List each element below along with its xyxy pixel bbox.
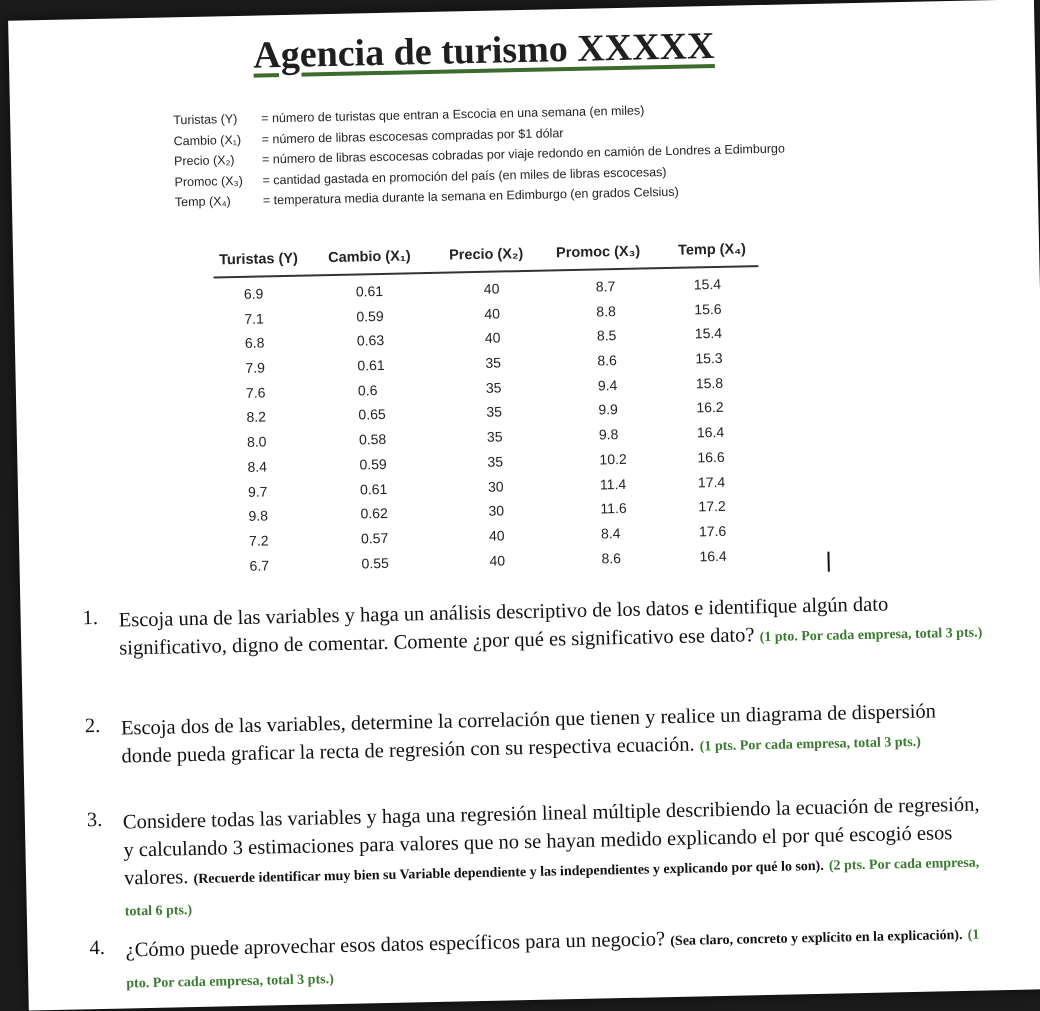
cell-promoc: 8.7	[595, 278, 616, 295]
definition-text: = temperatura media durante la semana en Edimburgo (en grados Celsius)	[262, 184, 679, 208]
table-header	[213, 231, 759, 278]
cell-turistas: 6.7	[249, 556, 270, 574]
cell-cambio: 0.61	[357, 356, 385, 374]
cell-turistas: 7.1	[244, 310, 265, 327]
question-number: 1.	[82, 606, 99, 630]
header-turistas: Turistas (Y)	[219, 250, 299, 269]
cell-cambio: 0.65	[358, 406, 386, 423]
cell-turistas: 7.6	[245, 384, 266, 401]
cell-precio: 30	[487, 477, 504, 495]
cell-cambio: 0.59	[359, 455, 387, 473]
cell-temp: 16.4	[696, 423, 725, 441]
cell-cambio: 0.58	[358, 431, 387, 448]
cell-promoc: 8.5	[596, 327, 617, 344]
cell-turistas: 8.4	[247, 458, 268, 475]
text-cursor	[827, 552, 829, 572]
cell-temp: 15.6	[694, 300, 722, 318]
cell-temp: 16.4	[699, 547, 727, 564]
cell-precio: 35	[487, 453, 504, 470]
question-points: (1 pto. Por cada empresa, total 3 pts.)	[759, 625, 983, 646]
cell-turistas: 7.2	[248, 532, 269, 549]
question-points: (1 pto. Por cada empresa, total 3 pts.)	[126, 927, 980, 992]
definition-text: = número de libras escocesas compradas por $1 dólar	[261, 125, 564, 146]
cell-temp: 17.2	[698, 498, 726, 515]
cell-turistas: 9.7	[247, 482, 268, 500]
question-note: (Sea claro, concreto y explícito en la explicación).	[670, 927, 963, 950]
question-1	[82, 588, 983, 666]
document-page	[8, 0, 1040, 1011]
cell-turistas: 8.2	[246, 408, 267, 426]
cell-turistas: 9.8	[248, 507, 269, 525]
definition-label: Promoc (X₃)	[174, 173, 243, 189]
cell-promoc: 8.4	[600, 524, 621, 542]
cell-promoc: 9.9	[598, 401, 619, 418]
question-note: (Recuerde identificar muy bien su Variable dependiente y las independientes y explicando por qué lo son).	[193, 858, 824, 888]
cell-temp: 17.4	[697, 473, 726, 490]
question-text: ¿Cómo puede aprovechar esos datos específicos para un negocio?	[125, 928, 666, 962]
cell-cambio: 0.62	[360, 505, 388, 522]
cell-turistas: 7.9	[245, 359, 266, 376]
page-title: Agencia de turismo XXXXX	[252, 24, 715, 77]
cell-precio: 40	[488, 527, 505, 544]
cell-precio: 35	[486, 403, 503, 421]
cell-precio: 40	[483, 280, 500, 297]
cell-promoc: 8.6	[597, 352, 617, 369]
definition-text: = número de libras escocesas cobradas por viaje redondo en camión de Londres a Edimburgo	[261, 141, 785, 167]
cell-cambio: 0.61	[355, 282, 384, 300]
definition-label: Turistas (Y)	[173, 111, 238, 128]
header-temp: Temp (X₄)	[677, 241, 747, 259]
cell-precio: 35	[485, 379, 502, 396]
question-number: 2.	[84, 714, 101, 738]
table-body	[214, 275, 765, 583]
cell-promoc: 11.6	[600, 500, 627, 517]
cell-cambio: 0.61	[359, 480, 388, 497]
cell-promoc: 10.2	[599, 450, 627, 468]
cell-precio: 30	[488, 502, 505, 519]
cell-promoc: 8.8	[596, 302, 616, 320]
data-table	[213, 231, 765, 583]
cell-promoc: 8.6	[601, 549, 622, 566]
question-number: 4.	[89, 936, 106, 960]
question-2	[85, 696, 986, 774]
cell-temp: 15.4	[693, 275, 722, 293]
question-3	[87, 790, 989, 927]
cell-cambio: 0.57	[360, 529, 389, 547]
cell-turistas: 8.0	[246, 433, 267, 450]
cell-promoc: 9.4	[597, 376, 618, 394]
cell-temp: 16.6	[697, 448, 725, 466]
cell-cambio: 0.6	[357, 381, 378, 399]
cell-cambio: 0.55	[361, 554, 389, 572]
question-text: Escoja una de las variables y haga un análisis descriptivo de los datos e identifique algún dato significativo, digno de comentar. Comente ¿por qué es significativo ese dato?	[118, 593, 889, 660]
question-number: 3.	[86, 808, 103, 832]
cell-cambio: 0.59	[356, 307, 384, 325]
cell-precio: 40	[484, 329, 501, 347]
cell-promoc: 11.4	[599, 475, 627, 492]
cell-temp: 15.3	[695, 349, 723, 367]
cell-turistas: 6.9	[243, 285, 264, 302]
cell-temp: 15.8	[695, 374, 724, 392]
cell-precio: 35	[485, 354, 502, 371]
question-points: (2 pts. Por cada empresa, total 6 pts.)	[124, 855, 980, 920]
cell-precio: 35	[486, 428, 503, 445]
cell-temp: 15.4	[694, 325, 723, 342]
cell-temp: 16.2	[696, 399, 724, 416]
definition-label: Temp (X₄)	[174, 194, 231, 210]
header-promoc: Promoc (X₃)	[555, 243, 641, 262]
question-text: Considere todas las variables y haga una regresión lineal múltiple describiendo la ecuación de regresión, y calculando 3 estimaciones para valores que no se hayan medido explicando el por qué escogió esos valores.	[122, 793, 980, 890]
definition-text: = número de turistas que entran a Escocia en una semana (en miles)	[261, 103, 645, 126]
cell-precio: 40	[489, 552, 506, 569]
question-points: (1 pts. Por cada empresa, total 3 pts.)	[699, 734, 921, 755]
question-text: Escoja dos de las variables, determine la correlación que tienen y realice un diagrama de dispersión donde pueda graficar la recta de regresión con su respectiva ecuación.	[120, 700, 937, 768]
definition-text: = cantidad gastada en promoción del país (en miles de libras escocesas)	[262, 164, 667, 187]
question-4	[89, 918, 990, 999]
variable-definitions	[173, 101, 786, 216]
cell-precio: 40	[484, 305, 501, 322]
cell-promoc: 9.8	[598, 426, 619, 443]
cell-temp: 17.6	[698, 522, 727, 540]
definition-label: Cambio (X₁)	[173, 132, 242, 148]
header-precio: Precio (X₂)	[448, 246, 524, 264]
cell-turistas: 6.8	[244, 334, 265, 352]
cell-cambio: 0.63	[356, 332, 385, 349]
header-cambio: Cambio (X₁)	[327, 248, 411, 267]
definition-label: Precio (X₂)	[173, 153, 235, 169]
